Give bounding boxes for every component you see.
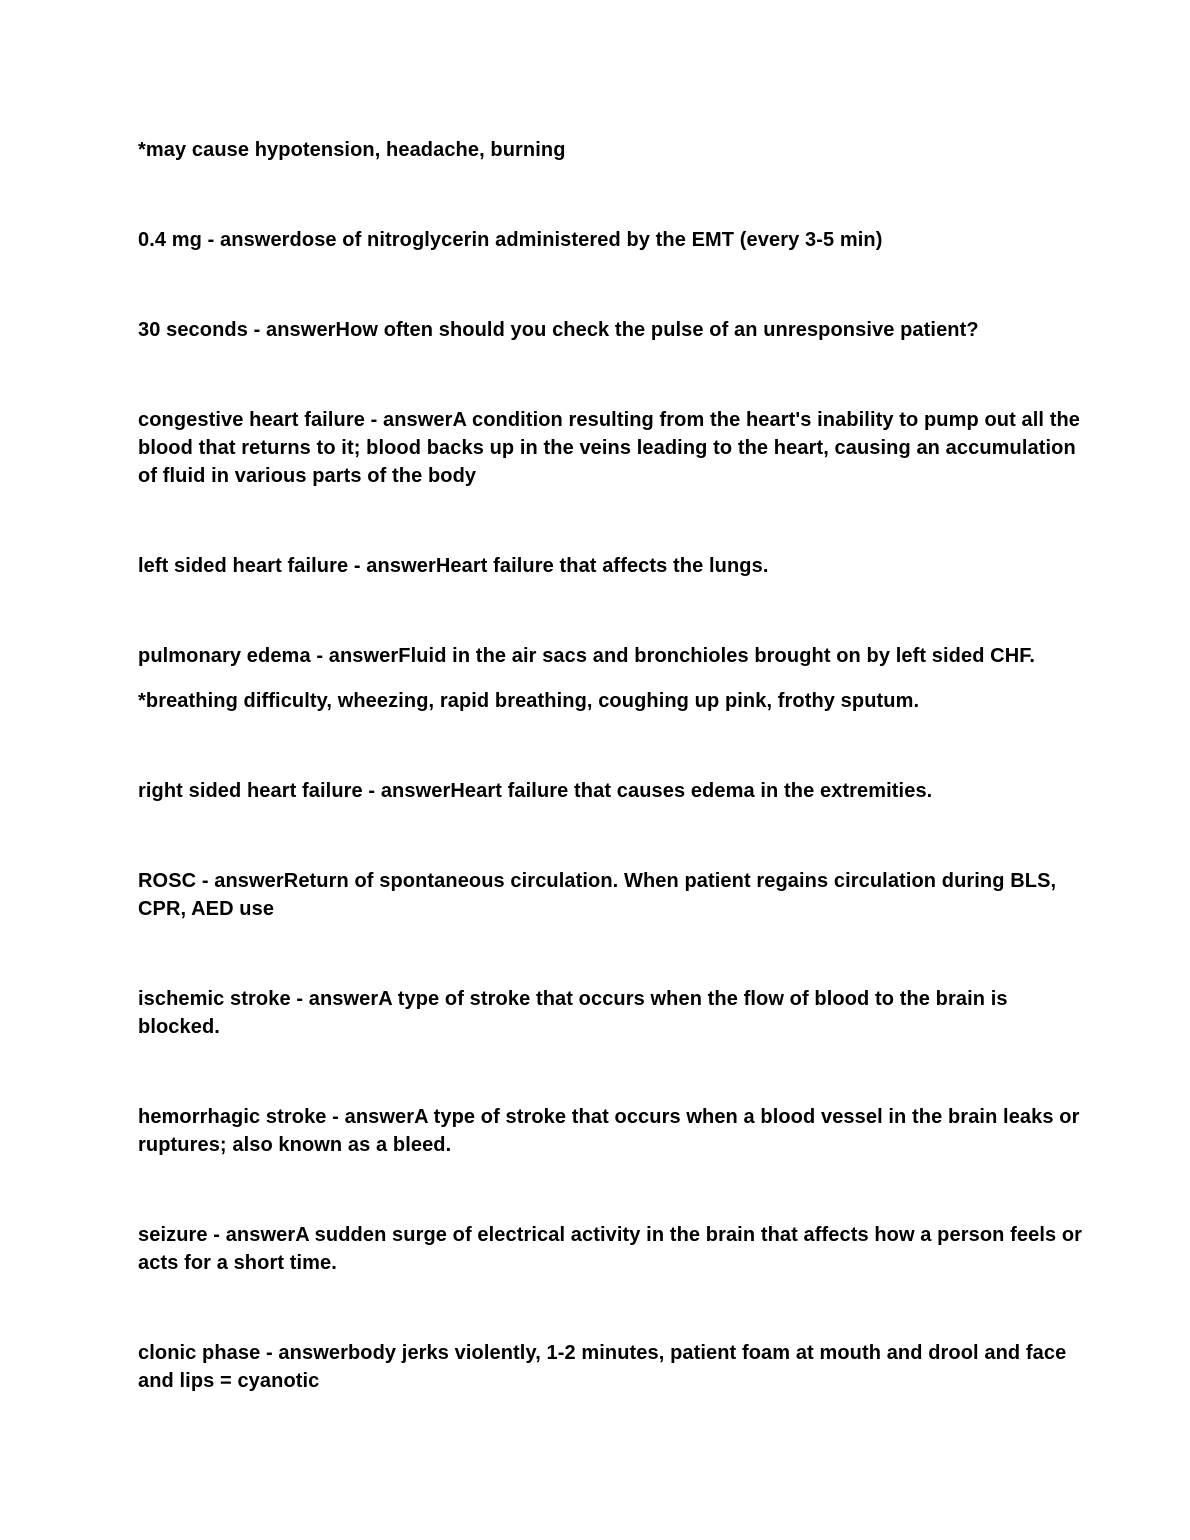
text-line: clonic phase - answerbody jerks violently, 1-2 minutes, patient foam at mouth and drool and face	[138, 1342, 1067, 1364]
text-line: ruptures; also known as a bleed.	[138, 1134, 452, 1156]
document-content	[138, 136, 1083, 1457]
flashcard-entry	[138, 642, 1052, 670]
flashcard-entry	[138, 985, 1052, 1041]
text-line: seizure - answerA sudden surge of electrical activity in the brain that affects how a person feels or	[138, 1224, 1083, 1246]
flashcard-entry	[138, 1221, 1083, 1277]
text-line: left sided heart failure - answerHeart failure that affects the lungs.	[138, 555, 769, 577]
text-line: 30 seconds - answerHow often should you check the pulse of an unresponsive patient?	[138, 319, 979, 341]
flashcard-entry	[138, 867, 1057, 923]
text-line: ROSC - answerReturn of spontaneous circulation. When patient regains circulation during BLS,	[138, 870, 1057, 892]
text-line: congestive heart failure - answerA condition resulting from the heart's inability to pump out all the	[138, 409, 1081, 431]
note-paragraph	[138, 687, 1052, 715]
flashcard-entry	[138, 552, 1052, 580]
note-paragraph	[138, 136, 1052, 164]
text-line: *breathing difficulty, wheezing, rapid breathing, coughing up pink, frothy sputum.	[138, 690, 920, 712]
text-line: blocked.	[138, 1016, 220, 1038]
text-line: ischemic stroke - answerA type of stroke that occurs when the flow of blood to the brain is	[138, 988, 1008, 1010]
text-line: *may cause hypotension, headache, burning	[138, 139, 566, 161]
text-line: and lips = cyanotic	[138, 1370, 320, 1392]
text-line: blood that returns to it; blood backs up in the veins leading to the heart, causing an accumulation	[138, 437, 1076, 459]
flashcard-entry	[138, 1339, 1067, 1395]
text-line: CPR, AED use	[138, 898, 275, 920]
text-line: pulmonary edema - answerFluid in the air sacs and bronchioles brought on by left sided CHF.	[138, 645, 1036, 667]
flashcard-entry	[138, 777, 1052, 805]
flashcard-entry	[138, 1103, 1080, 1159]
flashcard-entry	[138, 226, 1052, 254]
text-line: hemorrhagic stroke - answerA type of stroke that occurs when a blood vessel in the brain leaks or	[138, 1106, 1080, 1128]
text-line: acts for a short time.	[138, 1252, 337, 1274]
text-line: 0.4 mg - answerdose of nitroglycerin administered by the EMT (every 3-5 min)	[138, 229, 883, 251]
text-line: right sided heart failure - answerHeart failure that causes edema in the extremities.	[138, 780, 933, 802]
text-line: of fluid in various parts of the body	[138, 465, 477, 487]
flashcard-entry	[138, 406, 1081, 490]
flashcard-entry	[138, 316, 1052, 344]
